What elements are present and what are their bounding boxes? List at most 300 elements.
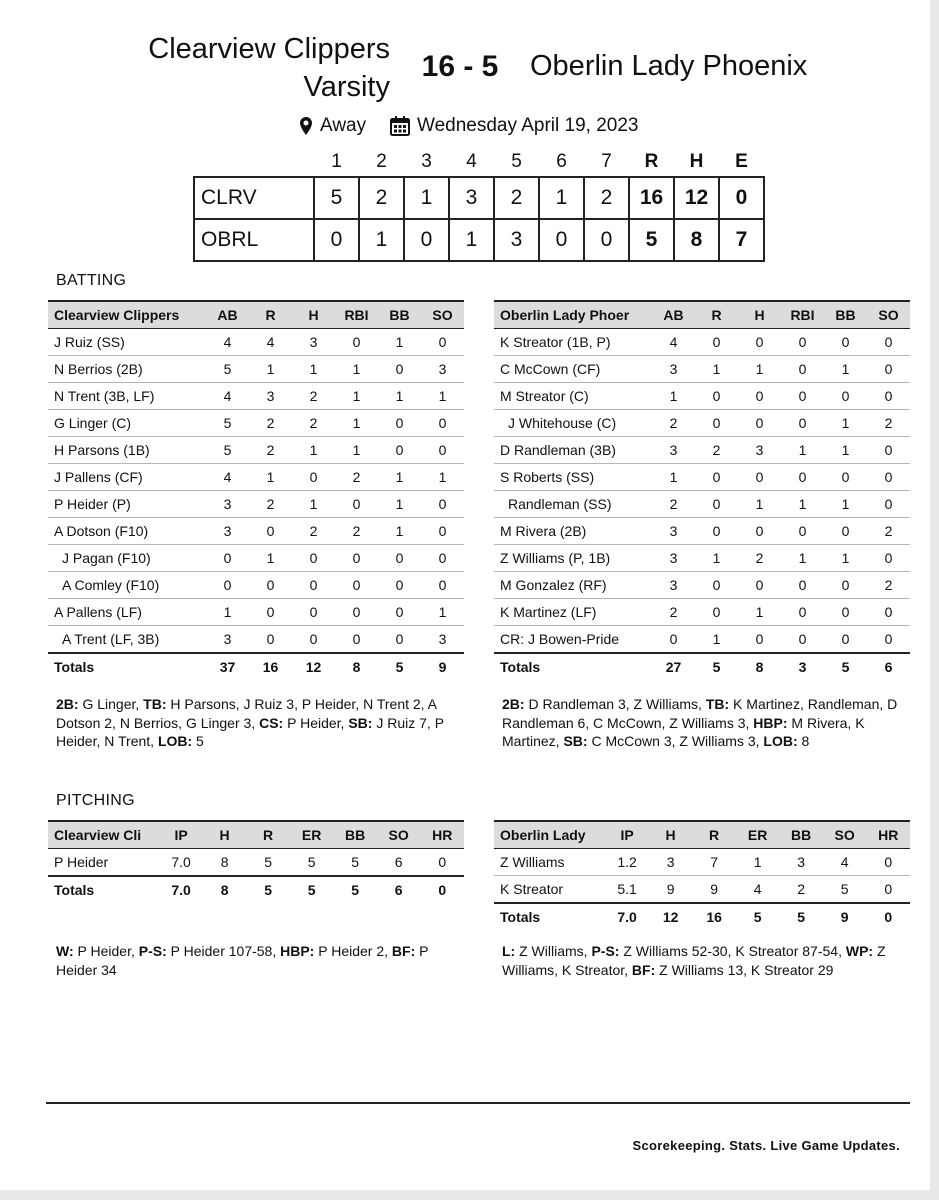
player-row — [48, 356, 464, 383]
stat-value: 3 — [206, 491, 249, 518]
player-name: J Whitehouse (C) — [494, 410, 652, 437]
stat-note-text: M Rivera, K Martinez, — [502, 714, 865, 749]
stat-value: 3 — [652, 356, 695, 383]
stat-value: 0 — [335, 545, 378, 572]
stat-value: 1 — [249, 545, 292, 572]
player-name: M Gonzalez (RF) — [494, 572, 652, 599]
stat-value: 8 — [203, 849, 247, 877]
stat-value: 2 — [249, 491, 292, 518]
batting-notes-away — [502, 695, 912, 751]
total-value: 6 — [867, 653, 910, 680]
stat-value: 0 — [249, 626, 292, 654]
stat-value: 2 — [652, 410, 695, 437]
stat-value: 0 — [378, 410, 421, 437]
stat-value: 1 — [652, 383, 695, 410]
stat-value: 1 — [292, 491, 335, 518]
inning-header: 4 — [466, 151, 477, 172]
stat-note-label: 2B: — [502, 696, 525, 712]
batting-section-title: BATTING — [56, 272, 127, 289]
stat-note-label: TB: — [705, 696, 730, 712]
stat-note-label: LOB: — [157, 733, 193, 749]
stat-note-text: H Parsons, J Ruiz 3, P Heider, N Trent 2, A Dotson 2, N Berrios, G Linger 3, — [56, 696, 437, 731]
batting-notes-home — [56, 695, 461, 751]
stat-value: 0 — [292, 572, 335, 599]
footer-tagline: Scorekeeping. Stats. Live Game Updates. — [632, 1138, 900, 1153]
batting-table-home — [48, 300, 464, 680]
stat-value: 0 — [824, 626, 867, 654]
stat-value: 2 — [335, 464, 378, 491]
stat-column-header: R — [695, 301, 738, 329]
inning-score: 5 — [314, 177, 359, 219]
linescore-header — [194, 148, 764, 177]
stat-value: 0 — [824, 329, 867, 356]
stat-value: 0 — [738, 464, 781, 491]
total-hits: 12 — [674, 177, 719, 219]
stat-value: 0 — [738, 383, 781, 410]
stat-note-text: D Randleman 3, Z Williams, — [524, 696, 706, 712]
stat-value: 0 — [738, 329, 781, 356]
inning-score: 2 — [359, 177, 404, 219]
stat-note-text: Z Williams, — [515, 943, 592, 959]
stat-value: 4 — [249, 329, 292, 356]
stat-note-label: WP: — [845, 943, 874, 959]
stat-value: 0 — [824, 572, 867, 599]
stat-value: 2 — [249, 410, 292, 437]
totals-label: Totals — [494, 903, 605, 930]
stat-column-header: IP — [605, 821, 649, 849]
stats-header-row — [48, 301, 464, 329]
away-team-name: Oberlin Lady Phoenix — [530, 50, 808, 82]
player-name: K Streator — [494, 876, 605, 904]
total-value: 0 — [866, 903, 910, 930]
stat-value: 0 — [378, 572, 421, 599]
stat-value: 4 — [206, 329, 249, 356]
calendar-icon — [390, 116, 410, 136]
stat-note-text: P Heider, — [73, 943, 139, 959]
total-value: 3 — [781, 653, 824, 680]
stat-value: 0 — [781, 518, 824, 545]
stat-value: 0 — [781, 626, 824, 654]
total-value: 16 — [249, 653, 292, 680]
player-row — [48, 849, 464, 877]
stat-value: 1 — [695, 545, 738, 572]
totals-label: Totals — [48, 876, 159, 903]
stat-value: 5.1 — [605, 876, 649, 904]
stat-value: 2 — [867, 518, 910, 545]
stat-value: 0 — [867, 356, 910, 383]
location-label: Away — [320, 115, 367, 136]
stat-value: 0 — [378, 545, 421, 572]
stat-column-header: AB — [206, 301, 249, 329]
linescore-row — [194, 219, 764, 261]
stat-note-label: SB: — [563, 733, 588, 749]
stat-value: 0 — [335, 329, 378, 356]
stat-value: 3 — [738, 437, 781, 464]
stat-value: 2 — [738, 545, 781, 572]
pitching-notes-home — [56, 942, 461, 979]
stat-note-text: Z Williams 52-30, K Streator 87-54, — [619, 943, 846, 959]
total-runs: 16 — [629, 177, 674, 219]
stat-value: 0 — [867, 464, 910, 491]
inning-score: 1 — [449, 219, 494, 261]
stat-value: 0 — [292, 464, 335, 491]
player-row — [494, 572, 910, 599]
stat-value: 5 — [333, 849, 377, 877]
stat-value: 1 — [206, 599, 249, 626]
player-row — [48, 518, 464, 545]
total-hits: 8 — [674, 219, 719, 261]
errors-header: E — [735, 151, 748, 172]
stat-column-header: RBI — [781, 301, 824, 329]
stat-value: 0 — [335, 572, 378, 599]
player-name: P Heider (P) — [48, 491, 206, 518]
team-column-header: Oberlin Lady Phoer — [494, 301, 652, 329]
stat-value: 1 — [824, 545, 867, 572]
stat-value: 4 — [823, 849, 867, 876]
stat-note-label: LOB: — [763, 733, 798, 749]
player-row — [494, 437, 910, 464]
player-name: G Linger (C) — [48, 410, 206, 437]
inning-score: 2 — [494, 177, 539, 219]
stat-value: 5 — [206, 356, 249, 383]
stat-value: 2 — [292, 518, 335, 545]
stat-column-header: H — [292, 301, 335, 329]
pitching-notes-away — [502, 942, 912, 979]
stat-value: 2 — [695, 437, 738, 464]
player-row — [48, 464, 464, 491]
stat-value: 0 — [378, 356, 421, 383]
stat-value: 1 — [292, 356, 335, 383]
player-row — [48, 410, 464, 437]
stat-value: 0 — [738, 518, 781, 545]
stat-value: 0 — [695, 491, 738, 518]
stat-value: 0 — [867, 437, 910, 464]
stat-value: 5 — [246, 849, 290, 877]
stat-value: 4 — [652, 329, 695, 356]
stat-value: 0 — [378, 599, 421, 626]
stats-header-row — [494, 821, 910, 849]
total-value: 5 — [736, 903, 780, 930]
stat-value: 3 — [249, 383, 292, 410]
team-column-header: Oberlin Lady — [494, 821, 605, 849]
stat-value: 0 — [781, 410, 824, 437]
stat-value: 3 — [779, 849, 823, 876]
total-value: 5 — [779, 903, 823, 930]
stat-value: 0 — [421, 329, 464, 356]
stat-value: 1 — [378, 383, 421, 410]
totals-label: Totals — [48, 653, 206, 680]
stat-value: 1 — [824, 410, 867, 437]
stat-value: 0 — [249, 518, 292, 545]
game-location — [300, 115, 366, 137]
stat-value: 2 — [249, 437, 292, 464]
stat-note-text: 5 — [192, 733, 204, 749]
stats-header-row — [494, 301, 910, 329]
stat-column-header: RBI — [335, 301, 378, 329]
stat-value: 1 — [292, 437, 335, 464]
player-name: J Pagan (F10) — [48, 545, 206, 572]
total-value: 8 — [203, 876, 247, 903]
total-value: 9 — [421, 653, 464, 680]
stat-note-label: HBP: — [280, 943, 315, 959]
stat-note-text: G Linger, — [78, 696, 144, 712]
stat-column-header: HR — [866, 821, 910, 849]
stat-column-header: SO — [867, 301, 910, 329]
total-value: 5 — [378, 653, 421, 680]
player-row — [494, 356, 910, 383]
stat-note-text: P Heider 34 — [56, 943, 429, 978]
stat-value: 9 — [649, 876, 693, 904]
stat-value: 5 — [290, 849, 334, 877]
stat-value: 0 — [867, 626, 910, 654]
stat-value: 0 — [824, 383, 867, 410]
stat-value: 1 — [378, 329, 421, 356]
stat-note-label: 2B: — [56, 696, 79, 712]
stat-note-label: P-S: — [138, 943, 167, 959]
player-name: S Roberts (SS) — [494, 464, 652, 491]
stat-column-header: SO — [377, 821, 421, 849]
stat-value: 0 — [738, 572, 781, 599]
stat-value: 0 — [781, 329, 824, 356]
total-runs: 5 — [629, 219, 674, 261]
stat-column-header: H — [203, 821, 247, 849]
stat-value: 0 — [781, 383, 824, 410]
total-errors: 7 — [719, 219, 764, 261]
totals-row — [494, 903, 910, 930]
total-value: 5 — [333, 876, 377, 903]
stat-value: 2 — [292, 410, 335, 437]
stat-value: 2 — [292, 383, 335, 410]
date-label: Wednesday April 19, 2023 — [417, 115, 639, 136]
stat-value: 0 — [652, 626, 695, 654]
team-abbr: OBRL — [194, 219, 314, 261]
stat-column-header: H — [649, 821, 693, 849]
stat-value: 0 — [421, 410, 464, 437]
player-name: J Ruiz (SS) — [48, 329, 206, 356]
player-name: CR: J Bowen-Pride — [494, 626, 652, 654]
player-name: Z Williams (P, 1B) — [494, 545, 652, 572]
hits-header: H — [689, 151, 704, 172]
stat-value: 0 — [695, 383, 738, 410]
stat-value: 1 — [335, 437, 378, 464]
stat-note-text: P Heider, — [283, 714, 349, 731]
total-value: 5 — [290, 876, 334, 903]
stat-value: 5 — [206, 437, 249, 464]
stat-value: 1 — [781, 545, 824, 572]
stat-value: 1 — [736, 849, 780, 876]
stat-value: 0 — [249, 572, 292, 599]
player-name: P Heider — [48, 849, 159, 877]
player-row — [48, 491, 464, 518]
stat-column-header: BB — [333, 821, 377, 849]
stat-column-header: BB — [779, 821, 823, 849]
inning-score: 0 — [404, 219, 449, 261]
linescore-table — [193, 148, 765, 262]
stat-value: 0 — [866, 849, 910, 876]
totals-row — [48, 653, 464, 680]
stat-value: 0 — [781, 356, 824, 383]
stat-value: 1 — [781, 491, 824, 518]
stat-note-text: K Martinez, Randleman, D Randleman 6, C McCown, Z Williams 3, — [502, 696, 898, 731]
stat-value: 0 — [738, 410, 781, 437]
stat-value: 0 — [695, 410, 738, 437]
stat-note-label: BF: — [391, 943, 416, 959]
stat-value: 0 — [695, 518, 738, 545]
player-row — [48, 329, 464, 356]
home-team-name: Clearview Clippers Varsity — [148, 33, 390, 103]
stat-value: 3 — [652, 437, 695, 464]
total-value: 0 — [420, 876, 464, 903]
stat-value: 1 — [421, 383, 464, 410]
stat-value: 5 — [206, 410, 249, 437]
player-row — [494, 599, 910, 626]
stat-value: 0 — [378, 626, 421, 654]
inning-score: 0 — [314, 219, 359, 261]
total-value: 5 — [246, 876, 290, 903]
totals-row — [48, 876, 464, 903]
player-name: A Trent (LF, 3B) — [48, 626, 206, 654]
pitching-table-home — [48, 820, 464, 903]
player-name: M Rivera (2B) — [494, 518, 652, 545]
stat-value: 0 — [867, 599, 910, 626]
player-name: C McCown (CF) — [494, 356, 652, 383]
stat-value: 0 — [867, 491, 910, 518]
stat-value: 0 — [421, 518, 464, 545]
stat-value: 1 — [824, 491, 867, 518]
inning-score: 3 — [494, 219, 539, 261]
total-errors: 0 — [719, 177, 764, 219]
stat-note-text: P Heider 107-58, — [166, 943, 281, 959]
stat-value: 0 — [421, 437, 464, 464]
stat-value: 1 — [781, 437, 824, 464]
stat-value: 0 — [292, 545, 335, 572]
stat-value: 3 — [652, 518, 695, 545]
player-row — [48, 572, 464, 599]
stat-value: 1 — [335, 356, 378, 383]
stat-value: 0 — [206, 572, 249, 599]
stat-value: 1 — [738, 356, 781, 383]
inning-header: 3 — [421, 151, 432, 172]
stat-value: 3 — [421, 626, 464, 654]
stat-value: 0 — [781, 464, 824, 491]
stat-value: 1 — [249, 464, 292, 491]
stats-header-row — [48, 821, 464, 849]
game-date — [390, 115, 638, 137]
stat-column-header: R — [692, 821, 736, 849]
stat-value: 1 — [738, 491, 781, 518]
stat-value: 0 — [292, 599, 335, 626]
total-value: 5 — [824, 653, 867, 680]
stat-value: 1 — [824, 437, 867, 464]
location-pin-icon — [300, 117, 312, 135]
stat-value: 0 — [781, 572, 824, 599]
player-row — [48, 626, 464, 654]
stat-column-header: ER — [736, 821, 780, 849]
stat-value: 9 — [692, 876, 736, 904]
stat-note-text: Z Williams 13, K Streator 29 — [655, 961, 834, 978]
player-row — [494, 464, 910, 491]
player-row — [48, 545, 464, 572]
stat-note-label: L: — [502, 943, 516, 959]
player-row — [494, 518, 910, 545]
player-row — [494, 329, 910, 356]
stat-value: 0 — [249, 599, 292, 626]
inning-score: 1 — [539, 177, 584, 219]
total-value: 16 — [692, 903, 736, 930]
stat-note-text: C McCown 3, Z Williams 3, — [587, 733, 764, 749]
player-row — [494, 626, 910, 654]
player-name: N Trent (3B, LF) — [48, 383, 206, 410]
total-value: 5 — [695, 653, 738, 680]
stat-value: 1 — [421, 464, 464, 491]
inning-header: 5 — [511, 151, 522, 172]
team-column-header: Clearview Clippers — [48, 301, 206, 329]
inning-header: 2 — [376, 151, 387, 172]
footer-divider — [46, 1102, 910, 1104]
total-value: 8 — [335, 653, 378, 680]
stat-value: 1 — [378, 518, 421, 545]
stat-value: 0 — [695, 599, 738, 626]
inning-score: 2 — [584, 177, 629, 219]
stat-value: 3 — [652, 545, 695, 572]
stat-value: 0 — [335, 626, 378, 654]
player-name: K Martinez (LF) — [494, 599, 652, 626]
player-name: D Randleman (3B) — [494, 437, 652, 464]
player-name: K Streator (1B, P) — [494, 329, 652, 356]
stat-value: 2 — [652, 599, 695, 626]
stat-value: 0 — [781, 599, 824, 626]
stat-value: 1 — [378, 491, 421, 518]
stat-value: 0 — [824, 518, 867, 545]
pitching-table-away — [494, 820, 910, 930]
stat-value: 0 — [292, 626, 335, 654]
stat-value: 4 — [736, 876, 780, 904]
linescore-row — [194, 177, 764, 219]
inning-score: 0 — [584, 219, 629, 261]
total-value: 37 — [206, 653, 249, 680]
stat-column-header: HR — [420, 821, 464, 849]
stat-value: 1 — [421, 599, 464, 626]
stat-value: 2 — [867, 572, 910, 599]
stat-value: 2 — [335, 518, 378, 545]
final-score: 16 - 5 — [421, 50, 499, 83]
player-name: H Parsons (1B) — [48, 437, 206, 464]
total-value: 7.0 — [159, 876, 203, 903]
stat-value: 0 — [867, 383, 910, 410]
totals-row — [494, 653, 910, 680]
team-abbr: CLRV — [194, 177, 314, 219]
stat-note-text: J Ruiz 7, P Heider, N Trent, — [56, 714, 444, 749]
stat-column-header: R — [249, 301, 292, 329]
player-row — [494, 849, 910, 876]
stat-value: 0 — [824, 599, 867, 626]
runs-header: R — [644, 151, 659, 172]
stat-value: 1 — [249, 356, 292, 383]
stat-value: 3 — [649, 849, 693, 876]
player-name: M Streator (C) — [494, 383, 652, 410]
total-value: 7.0 — [605, 903, 649, 930]
stat-value: 3 — [652, 572, 695, 599]
player-name: A Comley (F10) — [48, 572, 206, 599]
player-row — [494, 876, 910, 904]
inning-score: 3 — [449, 177, 494, 219]
total-value: 27 — [652, 653, 695, 680]
stat-value: 3 — [292, 329, 335, 356]
stat-value: 0 — [867, 545, 910, 572]
inning-score: 1 — [404, 177, 449, 219]
stat-value: 1 — [695, 626, 738, 654]
stat-value: 2 — [652, 491, 695, 518]
